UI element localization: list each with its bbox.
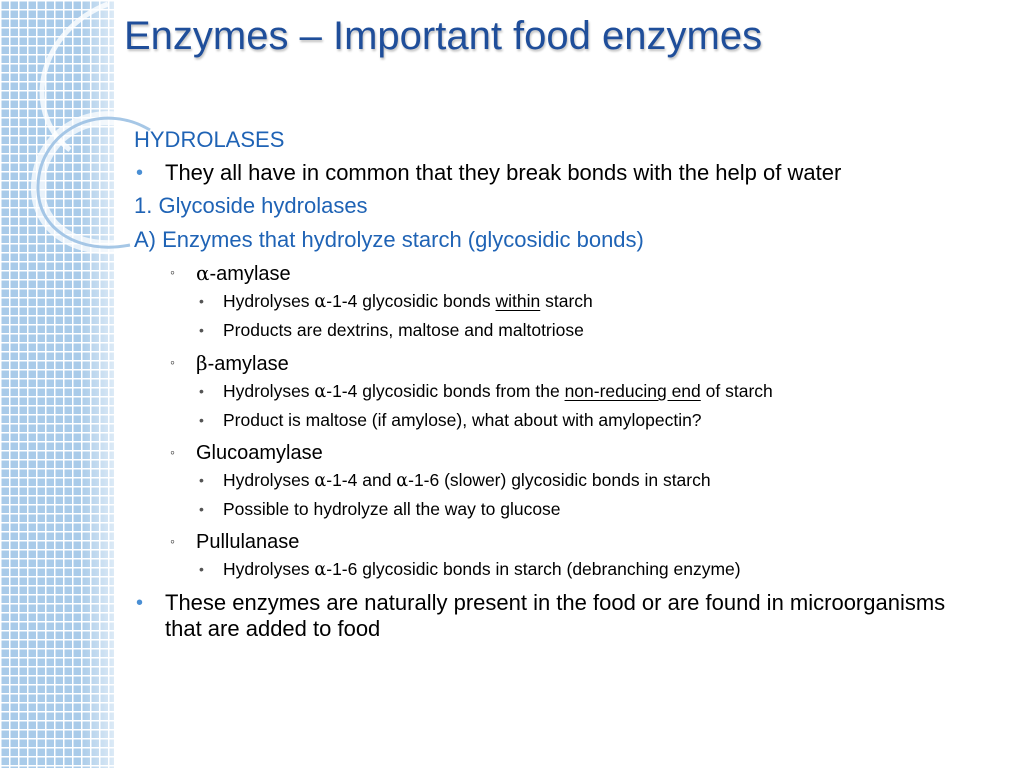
alpha-symbol: α [396, 471, 409, 491]
beta-amylase-label: -amylase [207, 353, 289, 375]
small-bullet-marker: • [199, 561, 204, 577]
glucoamylase-label: Glucoamylase [196, 442, 323, 464]
text-run: -1-6 (slower) glycosidic bonds in starch [408, 470, 711, 490]
gluco-point-2 [134, 495, 974, 523]
bullet-natural [134, 590, 974, 642]
pullulanase-label: Pullulanase [196, 531, 300, 553]
item-alpha-amylase [134, 260, 974, 287]
text-run: -1-4 and [326, 470, 397, 490]
side-grid-decoration [0, 0, 114, 768]
text-run: -1-4 glycosidic bonds [326, 291, 496, 311]
item-glucoamylase [134, 440, 974, 466]
text-run: starch [540, 291, 593, 311]
beta-symbol: β [196, 351, 208, 375]
text-run: Hydrolyses [223, 381, 315, 401]
small-bullet-marker: • [199, 293, 204, 309]
emphasis-non-reducing-end: non-reducing end [564, 381, 701, 401]
bullet-common [134, 160, 974, 186]
text-run: Hydrolyses [223, 291, 315, 311]
pull-point-1 [134, 555, 974, 584]
sub-bullet-marker: ◦ [170, 533, 175, 549]
alpha-symbol: α [314, 292, 327, 312]
item-beta-amylase [134, 350, 974, 377]
alpha-point-2 [134, 316, 974, 344]
emphasis-within: within [495, 291, 541, 311]
bullet-marker: • [136, 162, 144, 184]
small-bullet-marker: • [199, 501, 204, 517]
small-bullet-marker: • [199, 472, 204, 488]
beta-point-1 [134, 377, 974, 406]
bullet-common-text: They all have in common that they break bonds with the help of water [165, 160, 842, 185]
slide-content [134, 126, 974, 648]
heading-starch-enzymes: A) Enzymes that hydrolyze starch (glycosidic bonds) [134, 227, 644, 252]
heading-glycoside-hydrolases: 1. Glycoside hydrolases [134, 193, 368, 218]
heading-hydrolases: HYDROLASES [134, 127, 285, 152]
text-run: Hydrolyses [223, 470, 315, 490]
text-run: Possible to hydrolyze all the way to glucose [223, 499, 561, 519]
sub-bullet-marker: ◦ [170, 354, 175, 370]
bullet-marker: • [136, 592, 144, 614]
alpha-symbol: α [314, 560, 327, 580]
alpha-amylase-label: -amylase [209, 263, 291, 285]
item-pullulanase [134, 529, 974, 555]
text-run: -1-6 glycosidic bonds in starch (debranching enzyme) [326, 559, 741, 579]
text-run: -1-4 glycosidic bonds from the [326, 381, 565, 401]
small-bullet-marker: • [199, 322, 204, 338]
alpha-symbol: α [314, 471, 327, 491]
text-run: Products are dextrins, maltose and maltotriose [223, 320, 584, 340]
beta-point-2 [134, 406, 974, 434]
slide-title: Enzymes – Important food enzymes [124, 14, 763, 58]
side-grid-fade [0, 0, 114, 768]
alpha-symbol: α [196, 261, 210, 285]
small-bullet-marker: • [199, 412, 204, 428]
sub-bullet-marker: ◦ [170, 444, 175, 460]
sub-bullet-marker: ◦ [170, 264, 175, 280]
text-run: Product is maltose (if amylose), what about with amylopectin? [223, 410, 702, 430]
small-bullet-marker: • [199, 383, 204, 399]
alpha-symbol: α [314, 382, 327, 402]
gluco-point-1 [134, 466, 974, 495]
text-run: Hydrolyses [223, 559, 315, 579]
text-run: of starch [700, 381, 773, 401]
bullet-natural-text: These enzymes are naturally present in the food or are found in microorganisms that are added to food [165, 590, 946, 641]
alpha-point-1 [134, 287, 974, 316]
